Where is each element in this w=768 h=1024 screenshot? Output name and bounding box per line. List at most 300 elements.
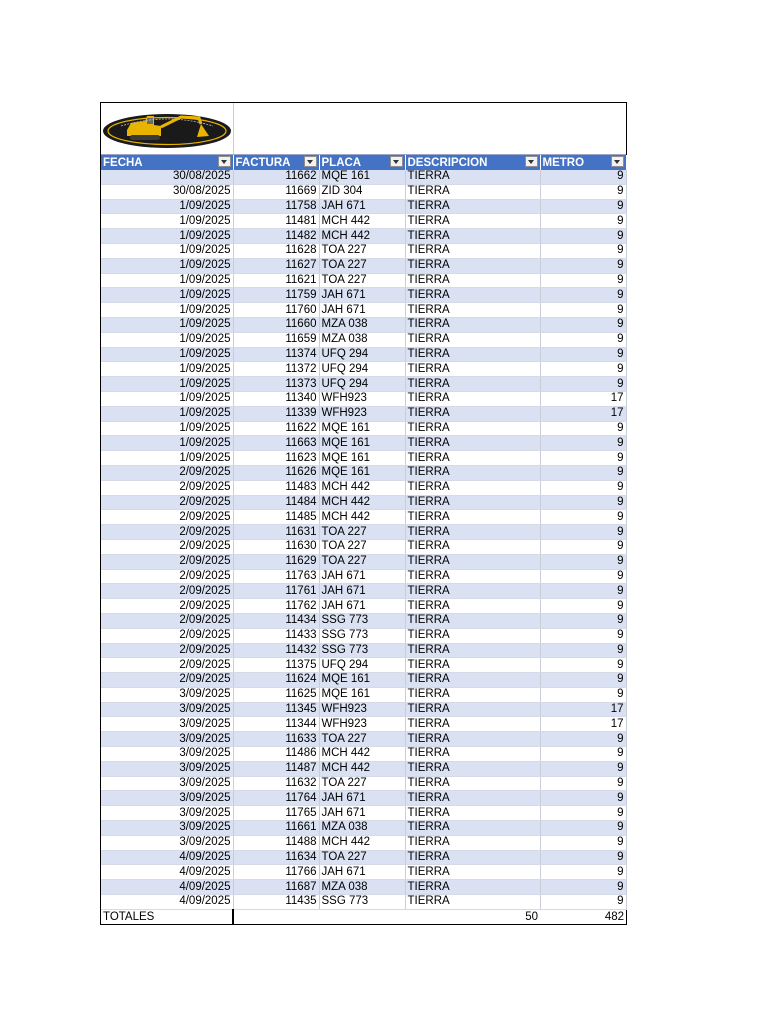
fecha-cell[interactable]: 30/08/2025 [101, 170, 233, 184]
fecha-cell[interactable]: 4/09/2025 [101, 850, 233, 865]
fecha-cell[interactable]: 3/09/2025 [101, 791, 233, 806]
descripcion-cell[interactable]: TIERRA [405, 510, 540, 525]
factura-cell[interactable]: 11621 [233, 273, 319, 288]
col-descripcion[interactable] [405, 155, 540, 170]
descripcion-cell[interactable]: TIERRA [405, 643, 540, 658]
descripcion-cell[interactable]: TIERRA [405, 495, 540, 510]
metro-cell[interactable]: 9 [540, 495, 626, 510]
descripcion-cell[interactable]: TIERRA [405, 569, 540, 584]
fecha-cell[interactable]: 2/09/2025 [101, 628, 233, 643]
metro-cell[interactable]: 9 [540, 288, 626, 303]
filter-dropdown-icon[interactable] [525, 156, 538, 167]
placa-cell[interactable]: MQE 161 [319, 465, 405, 480]
fecha-cell[interactable]: 1/09/2025 [101, 347, 233, 362]
placa-cell[interactable]: MZA 038 [319, 821, 405, 836]
factura-cell[interactable]: 11622 [233, 421, 319, 436]
metro-cell[interactable]: 17 [540, 406, 626, 421]
metro-cell[interactable]: 9 [540, 362, 626, 377]
table-row[interactable] [101, 599, 626, 614]
table-row[interactable] [101, 510, 626, 525]
placa-cell[interactable]: MCH 442 [319, 510, 405, 525]
descripcion-cell[interactable]: TIERRA [405, 317, 540, 332]
table-row[interactable] [101, 465, 626, 480]
fecha-cell[interactable]: 3/09/2025 [101, 835, 233, 850]
placa-cell[interactable]: TOA 227 [319, 273, 405, 288]
fecha-cell[interactable]: 3/09/2025 [101, 821, 233, 836]
placa-cell[interactable]: MQE 161 [319, 170, 405, 184]
fecha-cell[interactable]: 4/09/2025 [101, 895, 233, 910]
fecha-cell[interactable]: 4/09/2025 [101, 865, 233, 880]
table-row[interactable] [101, 658, 626, 673]
table-row[interactable] [101, 451, 626, 466]
metro-cell[interactable]: 9 [540, 347, 626, 362]
table-row[interactable] [101, 199, 626, 214]
descripcion-cell[interactable]: TIERRA [405, 658, 540, 673]
metro-cell[interactable]: 9 [540, 317, 626, 332]
metro-cell[interactable]: 9 [540, 835, 626, 850]
fecha-cell[interactable]: 3/09/2025 [101, 776, 233, 791]
table-row[interactable] [101, 258, 626, 273]
col-fecha[interactable] [101, 155, 233, 170]
table-row[interactable] [101, 895, 626, 910]
fecha-cell[interactable]: 1/09/2025 [101, 317, 233, 332]
fecha-cell[interactable]: 2/09/2025 [101, 658, 233, 673]
table-row[interactable] [101, 288, 626, 303]
table-row[interactable] [101, 850, 626, 865]
fecha-cell[interactable]: 1/09/2025 [101, 199, 233, 214]
fecha-cell[interactable]: 2/09/2025 [101, 613, 233, 628]
fecha-cell[interactable]: 1/09/2025 [101, 258, 233, 273]
factura-cell[interactable]: 11766 [233, 865, 319, 880]
descripcion-cell[interactable]: TIERRA [405, 835, 540, 850]
descripcion-cell[interactable]: TIERRA [405, 258, 540, 273]
metro-cell[interactable]: 9 [540, 258, 626, 273]
factura-cell[interactable]: 11374 [233, 347, 319, 362]
col-factura[interactable] [233, 155, 319, 170]
factura-cell[interactable]: 11487 [233, 761, 319, 776]
metro-cell[interactable]: 9 [540, 584, 626, 599]
table-row[interactable] [101, 761, 626, 776]
factura-cell[interactable]: 11435 [233, 895, 319, 910]
placa-cell[interactable]: MCH 442 [319, 480, 405, 495]
descripcion-cell[interactable]: TIERRA [405, 303, 540, 318]
table-row[interactable] [101, 347, 626, 362]
metro-cell[interactable]: 9 [540, 451, 626, 466]
placa-cell[interactable]: MZA 038 [319, 332, 405, 347]
descripcion-cell[interactable]: TIERRA [405, 391, 540, 406]
table-row[interactable] [101, 835, 626, 850]
placa-cell[interactable]: MQE 161 [319, 687, 405, 702]
table-row[interactable] [101, 229, 626, 244]
metro-cell[interactable]: 9 [540, 214, 626, 229]
fecha-cell[interactable]: 3/09/2025 [101, 732, 233, 747]
fecha-cell[interactable]: 2/09/2025 [101, 465, 233, 480]
table-row[interactable] [101, 865, 626, 880]
placa-cell[interactable]: UFQ 294 [319, 658, 405, 673]
placa-cell[interactable]: MCH 442 [319, 835, 405, 850]
descripcion-cell[interactable]: TIERRA [405, 865, 540, 880]
fecha-cell[interactable]: 1/09/2025 [101, 229, 233, 244]
descripcion-cell[interactable]: TIERRA [405, 821, 540, 836]
fecha-cell[interactable]: 2/09/2025 [101, 510, 233, 525]
table-row[interactable] [101, 406, 626, 421]
metro-cell[interactable]: 9 [540, 303, 626, 318]
fecha-cell[interactable]: 1/09/2025 [101, 288, 233, 303]
descripcion-cell[interactable]: TIERRA [405, 702, 540, 717]
factura-cell[interactable]: 11375 [233, 658, 319, 673]
factura-cell[interactable]: 11630 [233, 539, 319, 554]
placa-cell[interactable]: JAH 671 [319, 584, 405, 599]
descripcion-cell[interactable]: TIERRA [405, 451, 540, 466]
descripcion-cell[interactable]: TIERRA [405, 243, 540, 258]
placa-cell[interactable]: MCH 442 [319, 214, 405, 229]
descripcion-cell[interactable]: TIERRA [405, 406, 540, 421]
factura-cell[interactable]: 11758 [233, 199, 319, 214]
metro-cell[interactable]: 9 [540, 510, 626, 525]
fecha-cell[interactable]: 3/09/2025 [101, 717, 233, 732]
fecha-cell[interactable]: 3/09/2025 [101, 761, 233, 776]
metro-cell[interactable]: 9 [540, 628, 626, 643]
placa-cell[interactable]: UFQ 294 [319, 362, 405, 377]
table-row[interactable] [101, 391, 626, 406]
table-row[interactable] [101, 273, 626, 288]
fecha-cell[interactable]: 2/09/2025 [101, 673, 233, 688]
factura-cell[interactable]: 11663 [233, 436, 319, 451]
table-row[interactable] [101, 702, 626, 717]
factura-cell[interactable]: 11624 [233, 673, 319, 688]
factura-cell[interactable]: 11662 [233, 170, 319, 184]
table-row[interactable] [101, 584, 626, 599]
table-row[interactable] [101, 643, 626, 658]
factura-cell[interactable]: 11344 [233, 717, 319, 732]
placa-cell[interactable]: TOA 227 [319, 776, 405, 791]
metro-cell[interactable]: 9 [540, 806, 626, 821]
placa-cell[interactable]: JAH 671 [319, 791, 405, 806]
fecha-cell[interactable]: 3/09/2025 [101, 747, 233, 762]
placa-cell[interactable]: MCH 442 [319, 495, 405, 510]
factura-cell[interactable]: 11434 [233, 613, 319, 628]
factura-cell[interactable]: 11481 [233, 214, 319, 229]
filter-dropdown-icon[interactable] [611, 156, 624, 167]
descripcion-cell[interactable]: TIERRA [405, 584, 540, 599]
descripcion-cell[interactable]: TIERRA [405, 184, 540, 199]
table-row[interactable] [101, 732, 626, 747]
descripcion-cell[interactable]: TIERRA [405, 628, 540, 643]
factura-cell[interactable]: 11631 [233, 525, 319, 540]
descripcion-cell[interactable]: TIERRA [405, 687, 540, 702]
descripcion-cell[interactable]: TIERRA [405, 332, 540, 347]
descripcion-cell[interactable]: TIERRA [405, 539, 540, 554]
metro-cell[interactable]: 9 [540, 184, 626, 199]
factura-cell[interactable]: 11659 [233, 332, 319, 347]
placa-cell[interactable]: TOA 227 [319, 243, 405, 258]
descripcion-cell[interactable]: TIERRA [405, 229, 540, 244]
placa-cell[interactable]: TOA 227 [319, 258, 405, 273]
metro-cell[interactable]: 9 [540, 821, 626, 836]
factura-cell[interactable]: 11759 [233, 288, 319, 303]
fecha-cell[interactable]: 2/09/2025 [101, 480, 233, 495]
placa-cell[interactable]: UFQ 294 [319, 347, 405, 362]
fecha-cell[interactable]: 2/09/2025 [101, 525, 233, 540]
table-row[interactable] [101, 525, 626, 540]
fecha-cell[interactable]: 3/09/2025 [101, 687, 233, 702]
descripcion-cell[interactable]: TIERRA [405, 421, 540, 436]
metro-cell[interactable]: 9 [540, 687, 626, 702]
factura-cell[interactable]: 11625 [233, 687, 319, 702]
metro-cell[interactable]: 9 [540, 895, 626, 910]
factura-cell[interactable]: 11623 [233, 451, 319, 466]
placa-cell[interactable]: JAH 671 [319, 303, 405, 318]
fecha-cell[interactable]: 2/09/2025 [101, 495, 233, 510]
metro-cell[interactable]: 9 [540, 658, 626, 673]
metro-cell[interactable]: 9 [540, 539, 626, 554]
fecha-cell[interactable]: 1/09/2025 [101, 214, 233, 229]
descripcion-cell[interactable]: TIERRA [405, 288, 540, 303]
fecha-cell[interactable]: 1/09/2025 [101, 451, 233, 466]
table-row[interactable] [101, 539, 626, 554]
factura-cell[interactable]: 11634 [233, 850, 319, 865]
descripcion-cell[interactable]: TIERRA [405, 465, 540, 480]
placa-cell[interactable]: WFH923 [319, 717, 405, 732]
factura-cell[interactable]: 11373 [233, 377, 319, 392]
descripcion-cell[interactable]: TIERRA [405, 747, 540, 762]
descripcion-cell[interactable]: TIERRA [405, 214, 540, 229]
table-row[interactable] [101, 495, 626, 510]
factura-cell[interactable]: 11433 [233, 628, 319, 643]
factura-cell[interactable]: 11765 [233, 806, 319, 821]
factura-cell[interactable]: 11761 [233, 584, 319, 599]
descripcion-cell[interactable]: TIERRA [405, 480, 540, 495]
metro-cell[interactable]: 17 [540, 391, 626, 406]
factura-cell[interactable]: 11669 [233, 184, 319, 199]
placa-cell[interactable]: JAH 671 [319, 569, 405, 584]
table-row[interactable] [101, 421, 626, 436]
metro-cell[interactable]: 9 [540, 761, 626, 776]
fecha-cell[interactable]: 1/09/2025 [101, 243, 233, 258]
table-row[interactable] [101, 480, 626, 495]
fecha-cell[interactable]: 2/09/2025 [101, 584, 233, 599]
table-row[interactable] [101, 554, 626, 569]
col-placa[interactable] [319, 155, 405, 170]
fecha-cell[interactable]: 1/09/2025 [101, 406, 233, 421]
placa-cell[interactable]: WFH923 [319, 406, 405, 421]
metro-cell[interactable]: 9 [540, 599, 626, 614]
table-row[interactable] [101, 377, 626, 392]
fecha-cell[interactable]: 2/09/2025 [101, 539, 233, 554]
factura-cell[interactable]: 11483 [233, 480, 319, 495]
metro-cell[interactable]: 9 [540, 480, 626, 495]
placa-cell[interactable]: MQE 161 [319, 673, 405, 688]
metro-cell[interactable]: 9 [540, 732, 626, 747]
table-row[interactable] [101, 776, 626, 791]
factura-cell[interactable]: 11432 [233, 643, 319, 658]
metro-cell[interactable]: 9 [540, 436, 626, 451]
metro-cell[interactable]: 9 [540, 673, 626, 688]
table-row[interactable] [101, 332, 626, 347]
factura-cell[interactable]: 11345 [233, 702, 319, 717]
descripcion-cell[interactable]: TIERRA [405, 273, 540, 288]
factura-cell[interactable]: 11764 [233, 791, 319, 806]
factura-cell[interactable]: 11482 [233, 229, 319, 244]
placa-cell[interactable]: TOA 227 [319, 850, 405, 865]
factura-cell[interactable]: 11339 [233, 406, 319, 421]
placa-cell[interactable]: TOA 227 [319, 525, 405, 540]
placa-cell[interactable]: ZID 304 [319, 184, 405, 199]
placa-cell[interactable]: JAH 671 [319, 199, 405, 214]
fecha-cell[interactable]: 1/09/2025 [101, 421, 233, 436]
descripcion-cell[interactable]: TIERRA [405, 806, 540, 821]
fecha-cell[interactable]: 2/09/2025 [101, 643, 233, 658]
placa-cell[interactable]: SSG 773 [319, 643, 405, 658]
factura-cell[interactable]: 11340 [233, 391, 319, 406]
table-row[interactable] [101, 317, 626, 332]
metro-cell[interactable]: 9 [540, 377, 626, 392]
factura-cell[interactable]: 11633 [233, 732, 319, 747]
filter-dropdown-icon[interactable] [390, 156, 403, 167]
table-row[interactable] [101, 673, 626, 688]
fecha-cell[interactable]: 2/09/2025 [101, 599, 233, 614]
table-row[interactable] [101, 569, 626, 584]
fecha-cell[interactable]: 3/09/2025 [101, 702, 233, 717]
descripcion-cell[interactable]: TIERRA [405, 776, 540, 791]
descripcion-cell[interactable]: TIERRA [405, 850, 540, 865]
table-row[interactable] [101, 747, 626, 762]
table-row[interactable] [101, 243, 626, 258]
placa-cell[interactable]: SSG 773 [319, 613, 405, 628]
placa-cell[interactable]: JAH 671 [319, 599, 405, 614]
descripcion-cell[interactable]: TIERRA [405, 362, 540, 377]
placa-cell[interactable]: TOA 227 [319, 554, 405, 569]
metro-cell[interactable]: 9 [540, 776, 626, 791]
descripcion-cell[interactable]: TIERRA [405, 377, 540, 392]
placa-cell[interactable]: JAH 671 [319, 288, 405, 303]
placa-cell[interactable]: MCH 442 [319, 229, 405, 244]
factura-cell[interactable]: 11760 [233, 303, 319, 318]
fecha-cell[interactable]: 1/09/2025 [101, 332, 233, 347]
descripcion-cell[interactable]: TIERRA [405, 170, 540, 184]
descripcion-cell[interactable]: TIERRA [405, 554, 540, 569]
placa-cell[interactable]: SSG 773 [319, 628, 405, 643]
fecha-cell[interactable]: 1/09/2025 [101, 303, 233, 318]
factura-cell[interactable]: 11763 [233, 569, 319, 584]
factura-cell[interactable]: 11661 [233, 821, 319, 836]
metro-cell[interactable]: 9 [540, 525, 626, 540]
factura-cell[interactable]: 11627 [233, 258, 319, 273]
placa-cell[interactable]: MZA 038 [319, 880, 405, 895]
factura-cell[interactable]: 11484 [233, 495, 319, 510]
descripcion-cell[interactable]: TIERRA [405, 732, 540, 747]
descripcion-cell[interactable]: TIERRA [405, 895, 540, 910]
factura-cell[interactable]: 11626 [233, 465, 319, 480]
table-row[interactable] [101, 687, 626, 702]
placa-cell[interactable]: JAH 671 [319, 806, 405, 821]
descripcion-cell[interactable]: TIERRA [405, 717, 540, 732]
placa-cell[interactable]: MCH 442 [319, 747, 405, 762]
descripcion-cell[interactable]: TIERRA [405, 525, 540, 540]
placa-cell[interactable]: MQE 161 [319, 451, 405, 466]
table-row[interactable] [101, 717, 626, 732]
factura-cell[interactable]: 11488 [233, 835, 319, 850]
metro-cell[interactable]: 9 [540, 613, 626, 628]
fecha-cell[interactable]: 3/09/2025 [101, 806, 233, 821]
descripcion-cell[interactable]: TIERRA [405, 436, 540, 451]
metro-cell[interactable]: 9 [540, 569, 626, 584]
placa-cell[interactable]: JAH 671 [319, 865, 405, 880]
descripcion-cell[interactable]: TIERRA [405, 791, 540, 806]
metro-cell[interactable]: 9 [540, 791, 626, 806]
metro-cell[interactable]: 9 [540, 273, 626, 288]
factura-cell[interactable]: 11660 [233, 317, 319, 332]
table-row[interactable] [101, 170, 626, 184]
table-row[interactable] [101, 303, 626, 318]
metro-cell[interactable]: 9 [540, 747, 626, 762]
fecha-cell[interactable]: 1/09/2025 [101, 377, 233, 392]
placa-cell[interactable]: WFH923 [319, 702, 405, 717]
metro-cell[interactable]: 9 [540, 880, 626, 895]
table-row[interactable] [101, 184, 626, 199]
factura-cell[interactable]: 11628 [233, 243, 319, 258]
metro-cell[interactable]: 9 [540, 229, 626, 244]
fecha-cell[interactable]: 2/09/2025 [101, 554, 233, 569]
descripcion-cell[interactable]: TIERRA [405, 880, 540, 895]
metro-cell[interactable]: 9 [540, 170, 626, 184]
descripcion-cell[interactable]: TIERRA [405, 761, 540, 776]
filter-dropdown-icon[interactable] [218, 156, 231, 167]
fecha-cell[interactable]: 4/09/2025 [101, 880, 233, 895]
col-metro[interactable] [540, 155, 626, 170]
factura-cell[interactable]: 11762 [233, 599, 319, 614]
factura-cell[interactable]: 11485 [233, 510, 319, 525]
metro-cell[interactable]: 9 [540, 465, 626, 480]
fecha-cell[interactable]: 1/09/2025 [101, 391, 233, 406]
fecha-cell[interactable]: 30/08/2025 [101, 184, 233, 199]
metro-cell[interactable]: 9 [540, 421, 626, 436]
metro-cell[interactable]: 9 [540, 332, 626, 347]
table-row[interactable] [101, 613, 626, 628]
fecha-cell[interactable]: 1/09/2025 [101, 436, 233, 451]
factura-cell[interactable]: 11629 [233, 554, 319, 569]
fecha-cell[interactable]: 1/09/2025 [101, 273, 233, 288]
table-row[interactable] [101, 880, 626, 895]
descripcion-cell[interactable]: TIERRA [405, 599, 540, 614]
filter-dropdown-icon[interactable] [304, 156, 317, 167]
metro-cell[interactable]: 9 [540, 554, 626, 569]
table-row[interactable] [101, 628, 626, 643]
descripcion-cell[interactable]: TIERRA [405, 347, 540, 362]
placa-cell[interactable]: WFH923 [319, 391, 405, 406]
placa-cell[interactable]: MCH 442 [319, 761, 405, 776]
descripcion-cell[interactable]: TIERRA [405, 673, 540, 688]
factura-cell[interactable]: 11632 [233, 776, 319, 791]
placa-cell[interactable]: SSG 773 [319, 895, 405, 910]
table-row[interactable] [101, 821, 626, 836]
fecha-cell[interactable]: 1/09/2025 [101, 362, 233, 377]
metro-cell[interactable]: 9 [540, 865, 626, 880]
factura-cell[interactable]: 11687 [233, 880, 319, 895]
table-row[interactable] [101, 791, 626, 806]
placa-cell[interactable]: TOA 227 [319, 732, 405, 747]
factura-cell[interactable]: 11372 [233, 362, 319, 377]
metro-cell[interactable]: 9 [540, 199, 626, 214]
table-row[interactable] [101, 806, 626, 821]
metro-cell[interactable]: 17 [540, 702, 626, 717]
placa-cell[interactable]: TOA 227 [319, 539, 405, 554]
metro-cell[interactable]: 9 [540, 243, 626, 258]
placa-cell[interactable]: MQE 161 [319, 436, 405, 451]
factura-cell[interactable]: 11486 [233, 747, 319, 762]
table-row[interactable] [101, 214, 626, 229]
descripcion-cell[interactable]: TIERRA [405, 199, 540, 214]
